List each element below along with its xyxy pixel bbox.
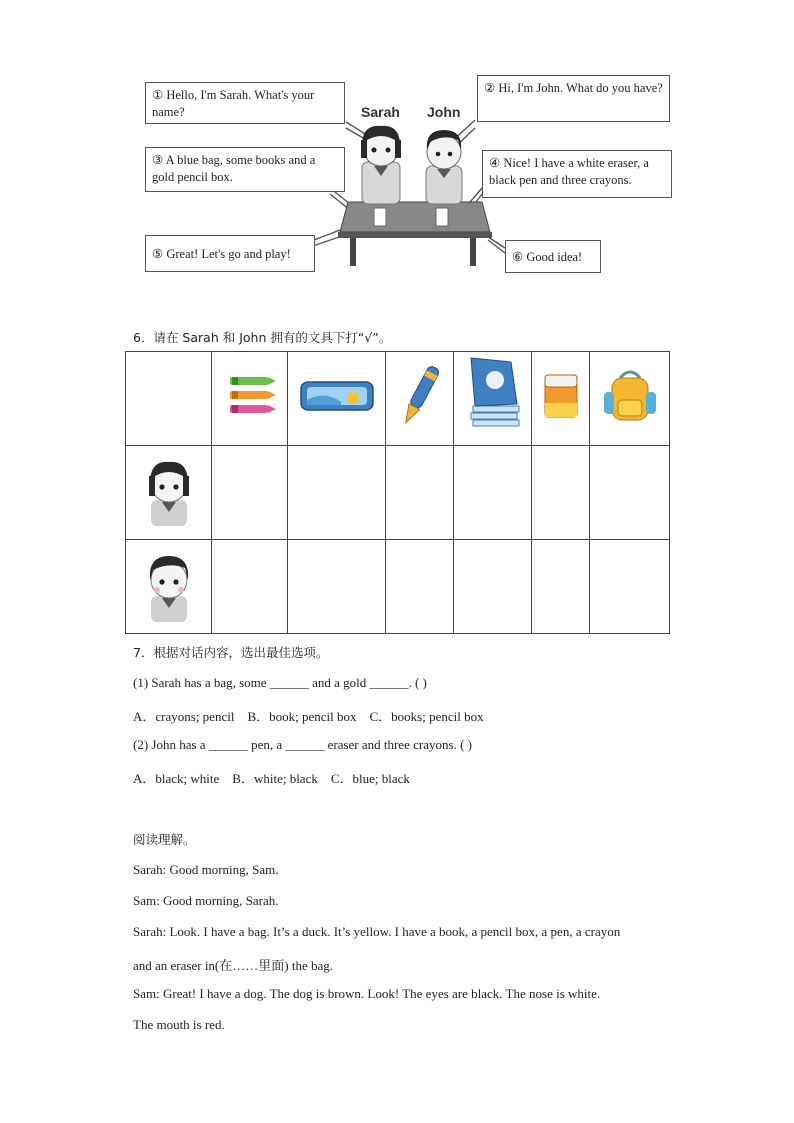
pencil-box-icon [297,374,377,418]
eraser-icon [541,369,581,423]
row-sarah-avatar-cell [126,446,212,540]
speech-bubble-6: ⑥ Good idea! [505,240,601,273]
col-books [454,352,532,446]
reading-line-3: Sarah: Look. I have a bag. It’s a duck. It’s yellow. I have a book, a pencil box, a pen, a crayon [133,924,621,939]
q6-title: 6．请在 Sarah 和 John 拥有的文具下打“√”。 [133,330,392,345]
col-pencil-box [288,352,386,446]
speech-bubble-2: ② Hi, I'm John. What do you have? [477,75,670,122]
col-bag [590,352,670,446]
desk-icon [338,202,492,266]
q7-title: 7．根据对话内容，选出最佳选项。 [133,645,329,660]
col-crayons [212,352,288,446]
speech-bubble-3: ③ A blue bag, some books and a gold pencil box. [145,147,345,192]
stationery-table [125,351,670,634]
row-john-avatar-cell [126,540,212,634]
reading-line-4: and an eraser in(在……里面) the bag. [133,958,333,973]
sarah-avatar [139,450,199,530]
q7-item-2-stem: (2) John has a ______ pen, a ______ eraser and three crayons. ( ) [133,737,472,752]
bag-icon [600,366,660,426]
header-empty-cell [126,352,212,446]
q7-item-1-options: A．crayons; pencil B．book; pencil box C．books; pencil box [133,709,484,724]
cell-john-eraser[interactable] [532,540,590,634]
reading-line-6: The mouth is red. [133,1017,225,1032]
reading-line-2: Sam: Good morning, Sarah. [133,893,279,908]
sarah-figure-icon [361,126,401,204]
john-name-label: John [427,104,461,120]
cell-sarah-bag[interactable] [590,446,670,540]
q7-item-1-stem: (1) Sarah has a bag, some ______ and a gold ______. ( ) [133,675,427,690]
reading-title: 阅读理解。 [133,832,196,847]
cell-john-books[interactable] [454,540,532,634]
col-pen [386,352,454,446]
cell-john-pen[interactable] [386,540,454,634]
pen-icon [400,360,440,432]
speech-bubble-5: ⑤ Great! Let's go and play! [145,235,315,272]
cell-john-crayons[interactable] [212,540,288,634]
cell-john-bag[interactable] [590,540,670,634]
cell-sarah-pencil-box[interactable] [288,446,386,540]
sarah-name-label: Sarah [361,104,400,120]
john-figure-icon [426,130,462,204]
crayons-icon [222,371,278,421]
cell-sarah-pen[interactable] [386,446,454,540]
col-eraser [532,352,590,446]
speech-bubble-1: ① Hello, I'm Sarah. What's your name? [145,82,345,124]
cell-sarah-crayons[interactable] [212,446,288,540]
john-avatar [139,544,199,624]
q7-item-2-options: A．black; white B．white; black C．blue; black [133,771,410,786]
reading-line-5: Sam: Great! I have a dog. The dog is brown. Look! The eyes are black. The nose is white. [133,986,601,1001]
cell-john-pencil-box[interactable] [288,540,386,634]
reading-line-1: Sarah: Good morning, Sam. [133,862,279,877]
speech-bubble-4: ④ Nice! I have a white eraser, a black pen and three crayons. [482,150,672,198]
cell-sarah-books[interactable] [454,446,532,540]
books-icon [463,354,523,438]
cell-sarah-eraser[interactable] [532,446,590,540]
